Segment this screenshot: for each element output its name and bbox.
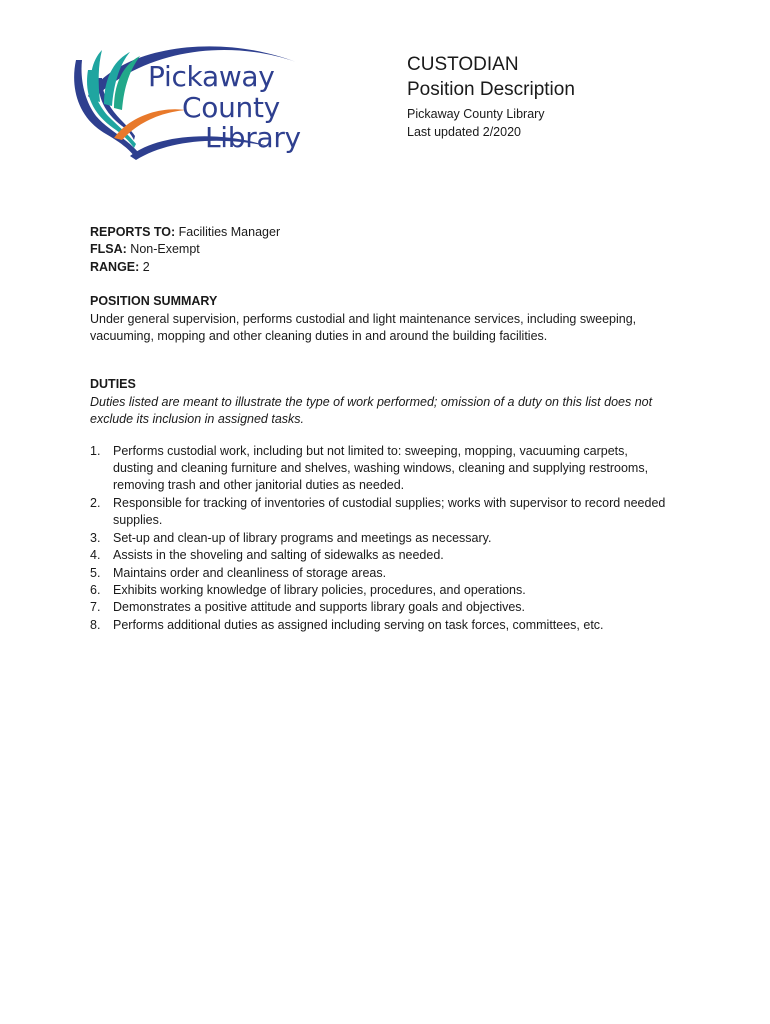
reports-to-line [90,224,690,241]
list-item-text: Maintains order and cleanliness of storage areas. [113,565,387,580]
duties-list [90,443,690,634]
list-item [90,530,690,547]
reports-to-label: REPORTS TO: [90,225,176,239]
list-item [90,547,690,564]
list-item-text: removing trash and other janitorial duties as needed. [113,478,405,493]
page-title: CUSTODIAN [407,54,519,75]
list-item-text: Exhibits working knowledge of library policies, procedures, and operations. [113,582,526,597]
range-label: RANGE: [90,259,140,274]
list-item-text: dusting and cleaning furniture and shelves, washing windows, cleaning and supplying restrooms, [113,461,649,476]
flsa-label: FLSA: [90,242,127,257]
list-number: 8. [90,617,101,632]
range-value: 2 [139,259,150,274]
duties-heading: DUTIES [90,377,136,392]
duties-note: exclude its inclusion in assigned tasks. [90,412,305,427]
title-block [407,52,575,141]
list-number: 3. [90,530,101,545]
list-item-text: supplies. [113,513,163,528]
list-item-text: Set-up and clean-up of library programs and meetings as necessary. [113,530,492,545]
logo-text-county: County [182,91,280,124]
list-number: 5. [90,565,101,580]
list-number: 1. [90,443,101,458]
logo-text-library: Library [205,121,301,154]
page-subtitle: Position Description [407,79,575,100]
list-item [90,599,690,616]
list-item [90,443,690,495]
list-number: 6. [90,582,101,597]
list-number: 7. [90,600,101,615]
list-number: 4. [90,548,101,563]
logo-text-pickaway: Pickaway [148,60,275,93]
duties-note: Duties listed are meant to illustrate the type of work performed; omission of a duty on this list does not [90,394,653,409]
list-item [90,565,690,582]
list-item [90,495,690,530]
list-item-text: Assists in the shoveling and salting of sidewalks as needed. [113,548,444,563]
list-item-text: Performs custodial work, including but not limited to: sweeping, mopping, vacuuming carpets, [113,443,628,458]
list-item-text: Demonstrates a positive attitude and supports library goals and objectives. [113,600,526,615]
summary-line: vacuuming, mopping and other cleaning duties in and around the building facilities. [90,329,548,344]
summary-line: Under general supervision, performs custodial and light maintenance services, including sweeping, [90,311,637,326]
list-item-text: Performs additional duties as assigned including serving on task forces, committees, etc. [113,617,604,632]
organization-name: Pickaway County Library [407,107,545,121]
list-item-text: Responsible for tracking of inventories of custodial supplies; works with supervisor to record needed [113,495,666,510]
library-logo [68,38,318,162]
flsa-line [90,241,690,258]
list-item [90,617,690,634]
list-number: 2. [90,495,101,510]
range-line [90,259,690,276]
flsa-value: Non-Exempt [126,242,200,257]
summary-heading: POSITION SUMMARY [90,294,218,309]
list-item [90,582,690,599]
reports-to-value: Facilities Manager [175,225,281,239]
last-updated: Last updated 2/2020 [407,125,521,139]
document-body [90,224,690,634]
